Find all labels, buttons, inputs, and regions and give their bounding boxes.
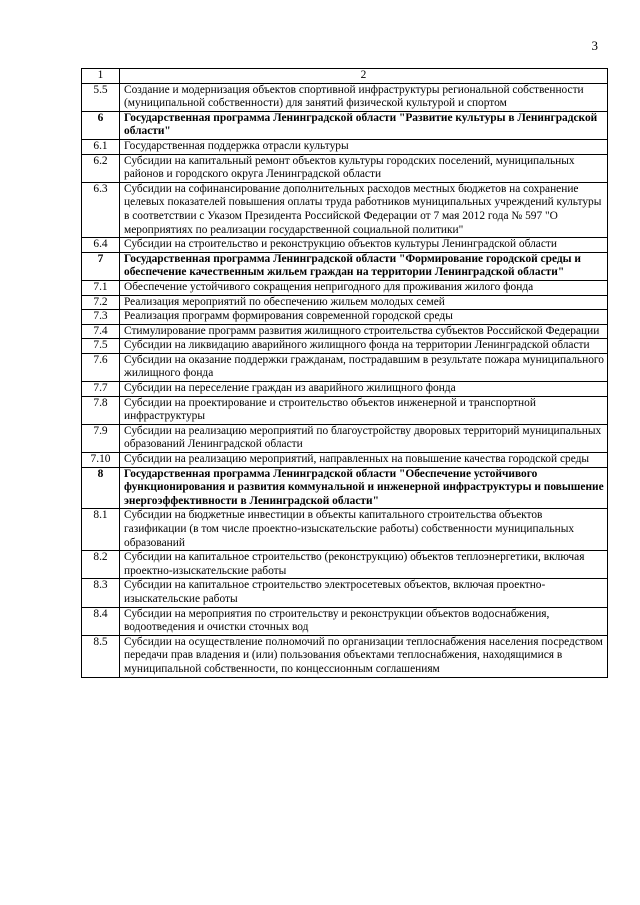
row-text: Субсидии на переселение граждан из аварийного жилищного фонда <box>120 382 608 397</box>
header-col-2: 2 <box>120 69 608 84</box>
table-row <box>82 551 608 579</box>
table-row <box>82 310 608 325</box>
table-row <box>82 424 608 452</box>
row-text: Субсидии на строительство и реконструкцию объектов культуры Ленинградской области <box>120 238 608 253</box>
row-number: 7.10 <box>82 453 120 468</box>
table-row <box>82 453 608 468</box>
row-number: 7.7 <box>82 382 120 397</box>
row-number: 7.6 <box>82 353 120 381</box>
program-table <box>81 68 608 678</box>
row-text: Субсидии на капитальное строительство (реконструкцию) объектов теплоэнергетики, включая проектно-изыскательские работы <box>120 551 608 579</box>
row-number: 7.2 <box>82 295 120 310</box>
row-number: 6 <box>82 111 120 139</box>
table-row <box>82 509 608 551</box>
table-row <box>82 111 608 139</box>
row-text: Реализация мероприятий по обеспечению жильем молодых семей <box>120 295 608 310</box>
row-number: 8.4 <box>82 607 120 635</box>
row-number: 8.2 <box>82 551 120 579</box>
table-row <box>82 353 608 381</box>
row-number: 6.2 <box>82 154 120 182</box>
table-row <box>82 139 608 154</box>
row-number: 7.8 <box>82 396 120 424</box>
row-number: 6.3 <box>82 182 120 237</box>
table-row <box>82 280 608 295</box>
row-number: 6.4 <box>82 238 120 253</box>
row-text: Государственная программа Ленинградской области "Обеспечение устойчивого функционирования и развития коммунальной и инженерной инфраструктуры и повышение энергоэффективности в Ленинградской области" <box>120 467 608 509</box>
row-text: Субсидии на капитальный ремонт объектов культуры городских поселений, муниципальных районов и городского округа Ленинградской области <box>120 154 608 182</box>
row-text: Субсидии на реализацию мероприятий по благоустройству дворовых территорий муниципальных образований Ленинградской области <box>120 424 608 452</box>
row-text: Государственная поддержка отрасли культуры <box>120 139 608 154</box>
row-text: Государственная программа Ленинградской области "Развитие культуры в Ленинградской области" <box>120 111 608 139</box>
table-row <box>82 252 608 280</box>
row-number: 7.1 <box>82 280 120 295</box>
row-number: 8 <box>82 467 120 509</box>
row-number: 7.5 <box>82 339 120 354</box>
row-number: 5.5 <box>82 83 120 111</box>
row-number: 6.1 <box>82 139 120 154</box>
row-number: 7.4 <box>82 324 120 339</box>
table-row <box>82 238 608 253</box>
row-text: Субсидии на капитальное строительство электросетевых объектов, включая проектно-изыскательские работы <box>120 579 608 607</box>
program-table-body <box>82 69 608 678</box>
row-text: Создание и модернизация объектов спортивной инфраструктуры региональной собственности (муниципальной собственности) для занятий физической культурой и спортом <box>120 83 608 111</box>
table-row <box>82 579 608 607</box>
row-number: 8.1 <box>82 509 120 551</box>
table-row <box>82 467 608 509</box>
table-row <box>82 295 608 310</box>
table-row <box>82 324 608 339</box>
table-row <box>82 635 608 677</box>
row-text: Субсидии на ликвидацию аварийного жилищного фонда на территории Ленинградской области <box>120 339 608 354</box>
row-number: 7 <box>82 252 120 280</box>
table-row <box>82 396 608 424</box>
row-text: Стимулирование программ развития жилищного строительства субъектов Российской Федерации <box>120 324 608 339</box>
table-row <box>82 154 608 182</box>
row-number: 8.3 <box>82 579 120 607</box>
header-col-1: 1 <box>82 69 120 84</box>
row-text: Государственная программа Ленинградской области "Формирование городской среды и обеспечение качественным жильем граждан на территории Ленинградской области" <box>120 252 608 280</box>
table-row <box>82 382 608 397</box>
table-row <box>82 83 608 111</box>
row-text: Обеспечение устойчивого сокращения непригодного для проживания жилого фонда <box>120 280 608 295</box>
row-text: Субсидии на осуществление полномочий по организации теплоснабжения населения посредством передачи прав владения и (или) пользования объектами теплоснабжения, находящимися в муниципальной собственности, по концессионным соглашениям <box>120 635 608 677</box>
row-text: Субсидии на мероприятия по строительству и реконструкции объектов водоснабжения, водоотведения и очистки сточных вод <box>120 607 608 635</box>
table-row <box>82 607 608 635</box>
row-number: 7.3 <box>82 310 120 325</box>
row-number: 8.5 <box>82 635 120 677</box>
row-number: 7.9 <box>82 424 120 452</box>
table-row <box>82 182 608 237</box>
table-row <box>82 339 608 354</box>
row-text: Субсидии на оказание поддержки гражданам, пострадавшим в результате пожара муниципального жилищного фонда <box>120 353 608 381</box>
row-text: Субсидии на реализацию мероприятий, направленных на повышение качества городской среды <box>120 453 608 468</box>
row-text: Субсидии на бюджетные инвестиции в объекты капитального строительства объектов газификации (в том числе проектно-изыскательские работы) собственности муниципальных образований <box>120 509 608 551</box>
row-text: Субсидии на проектирование и строительство объектов инженерной и транспортной инфраструктуры <box>120 396 608 424</box>
table-header-row <box>82 69 608 84</box>
page-number: 3 <box>591 38 598 53</box>
row-text: Субсидии на софинансирование дополнительных расходов местных бюджетов на сохранение целевых показателей повышения оплаты труда работников муниципальных учреждений культуры в соответствии с Указом Президента Российской Федерации от 7 мая 2012 года № 597 "О мероприятиях по реализации государственной социальной политики" <box>120 182 608 237</box>
row-text: Реализация программ формирования современной городской среды <box>120 310 608 325</box>
